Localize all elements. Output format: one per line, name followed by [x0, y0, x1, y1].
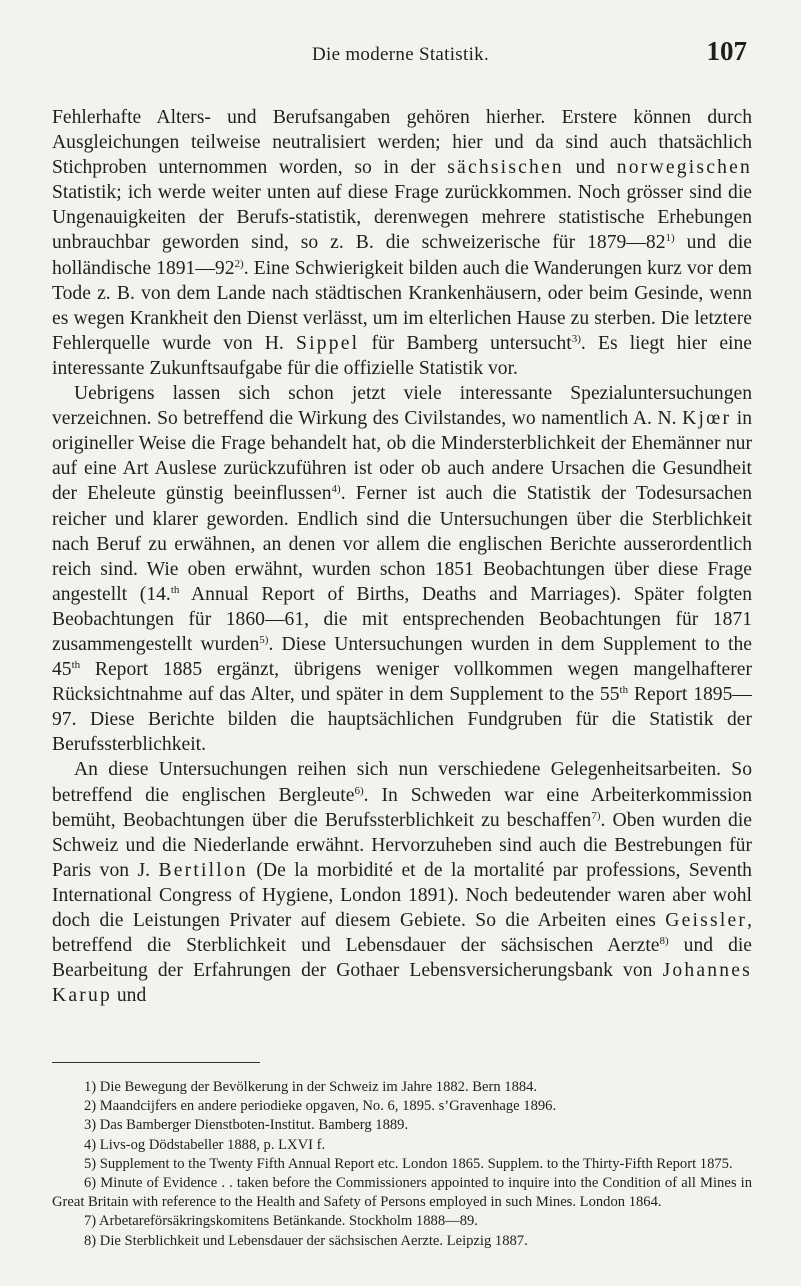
footnote-ref: 5): [259, 633, 269, 646]
footnote-ref: 7): [591, 809, 601, 822]
footnote-5: 5) Supplement to the Twenty Fifth Annual Report etc. London 1865. Supplem. to the Thirty-Fifth Report 1875.: [84, 1155, 733, 1172]
ordinal-suffix: th: [71, 659, 81, 672]
footnote-ref: 2): [234, 257, 244, 270]
emphasis: Sippel: [296, 332, 360, 354]
footnote-1: 1) Die Bewegung der Bevölkerung in der Schweiz im Jahre 1882. Bern 1884.: [84, 1079, 538, 1095]
footnote-7: 7) Arbetareförsäkringskomitens Betänkande. Stockholm 1888—89.: [84, 1213, 478, 1230]
paragraph-2: Uebrigens lassen sich schon jetzt viele interessante Spezialuntersuchungen verzeichnen. So betreffend die Wirkung des Civilstandes, wo namentlich A. N. Kjœr in origineller Weise die Frage behandelt hat, ob die Mindersterblichkeit der Ehemänner nur auf eine Art Auslese zurückzuführen ist oder ob auch andere Ursachen die Gesundheit der Eheleute günstig beeinflussen$^{4)}$. Ferner ist auch die Statistik der Todesursachen reicher und klarer geworden. Endlich sind die Untersuchungen über die Sterblichkeit nach Beruf zu erwähnen, an denen vor allem die englischen Berichte ausserordentlich reich sind. Wie oben erwähnt, wurden schon 1851 Beobachtungen über diese Frage angestellt (14.$^{th}$ Annual Report of Births, Deaths and Marriages). Später folgten Beobachtungen für 1860—61, die mit entsprechenden Beobachtungen für 1871 zusammengestellt wurden$^{5)}$. Diese Untersuchungen wurden in dem Supplement to the 45th Report 1885 ergänzt, übrigens weniger vollkommen wegen mangelhafterer Rücksichtnahme auf das Alter, und später in dem Supplement to the 55th Report 1895—97. Diese Berichte bilden die hauptsächlichen Fundgruben für die Statistik der Berufssterblichkeit.: [52, 383, 753, 756]
footnote-3: 3) Das Bamberger Dienstboten-Institut. Bamberg 1889.: [84, 1117, 409, 1134]
footnote-4: 4) Livs-og Dödstabeller 1888, p. LXVI f.: [84, 1136, 326, 1153]
page-number: 107: [706, 36, 747, 66]
footnotes: [52, 1078, 752, 1251]
footnote-2: 2) Maandcijfers en andere periodieke opgaven, No. 6, 1895. s’Gravenhage 1896.: [84, 1098, 557, 1115]
footnote-8: 8) Die Sterblichkeit und Lebensdauer der sächsischen Aerzte. Leipzig 1887.: [84, 1232, 528, 1249]
footnote-ref: 3): [571, 332, 581, 345]
paragraph-1: Fehlerhafte Alters- und Berufsangaben gehören hierher. Erstere können durch Ausgleichungen teilweise neutralisiert werden; hier und da sind auch thatsächlich Stichproben unternommen worden, so in der sächsischen und norwegischen Statistik; ich werde weiter unten auf diese Frage zurückkommen. Noch grösser sind die Ungenauigkeiten der Berufs-statistik, derenwegen mehrere statistische Erhebungen unbrauchbar geworden sind, so z. B. die schweizerische für 1879—82$^{1)}$ und die holländische 1891—92$^{2)}$. Eine Schwierigkeit bilden auch die Wanderungen kurz vor dem Tode z. B. von dem Lande nach städtischen Krankenhäusern, oder beim Gesinde, wenn es wegen Krankheit den Dienst verlässt, um im elterlichen Hause zu sterben. Die letztere Fehlerquelle wurde von H. Sippel für Bamberg untersucht$^{3)}$. Es liegt hier eine interessante Zukunftsaufgabe für die offizielle Statistik vor.: [52, 107, 753, 379]
emphasis: sächsischen: [447, 157, 564, 179]
footnote-ref: 4): [331, 483, 341, 496]
emphasis: Kjœr: [682, 408, 732, 430]
footnote-6: 6) Minute of Evidence . . taken before the Commissioners appointed to inquire into the Condition of all Mines in Great Britain with reference to the Health and Safety of Persons employed in such Mines. London 1864.: [52, 1175, 752, 1211]
emphasis: Geissler: [665, 910, 748, 931]
footnote-ref: 1): [665, 232, 675, 245]
ordinal-suffix: th: [619, 684, 629, 697]
footnote-ref: 6): [354, 784, 364, 797]
footnote-divider: [52, 1062, 260, 1063]
emphasis: norwegischen: [616, 157, 753, 179]
footnote-ref: 8): [659, 935, 669, 948]
body-text: [52, 105, 752, 1008]
ordinal-suffix: th: [170, 583, 180, 596]
emphasis: Bertillon: [158, 859, 248, 881]
emphasis: Johannes Karup: [52, 960, 752, 1007]
running-title: Die moderne Statistik.: [311, 44, 490, 65]
paragraph-3: An diese Untersuchungen reihen sich nun verschiedene Gelegenheitsarbeiten. So betreffend die englischen Bergleute$^{6)}$. In Schweden war eine Arbeiterkommission bemüht, Beobachtungen über die Berufssterblichkeit zu beschaffen$^{7)}$. Oben wurden die Schweiz und die Niederlande erwähnt. Hervorzuheben sind auch die Bestrebungen für Paris von J. Bertillon (De la morbidité et de la mortalité par professions, Seventh International Congress of Hygiene, London 1891). Noch bedeutender waren aber wohl doch die Leistungen Privater auf diesem Gebiete. So die Arbeiten eines Geissler, betreffend die Sterblichkeit und Lebensdauer der sächsischen Aerzte$^{8)}$ und die Bearbeitung der Erfahrungen der Gothaer Lebensversicherungsbank von Johannes Karup und: [52, 759, 753, 1007]
page-header: [0, 38, 801, 78]
